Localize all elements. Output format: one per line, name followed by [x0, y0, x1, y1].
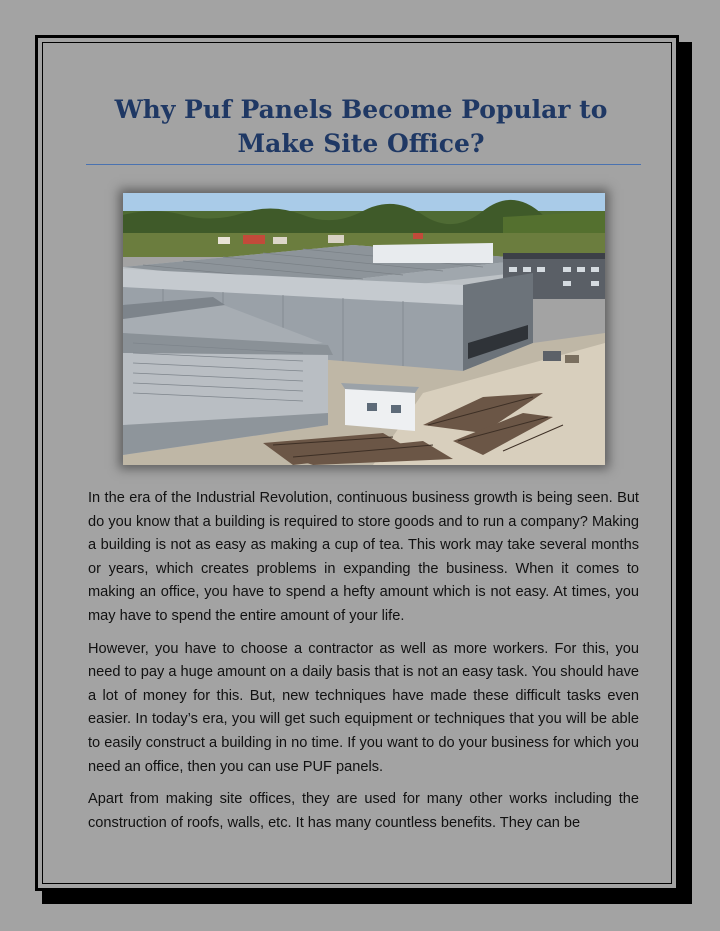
paragraph-1: In the era of the Industrial Revolution, continuous business growth is being seen. But do you know that a building is required to store goods and to run a company? Making a building is not as easy as making a cup of tea. This work may take several months or years, which creates problems in expanding the business. When it comes to making an office, you have to spend a hefty amount which is not easy. At times, you may have to spend the entire amount of your life.: [88, 490, 639, 624]
paragraph-2: However, you have to choose a contractor as well as more workers. For this, you need to pay a huge amount on a daily basis that is not an easy task. You should have a lot of money for this. But, new techniques have made these difficult tasks even easier. In today’s era, you will get such equipment or techniques that you will be able to easily construct a building in no time. If you want to do your business for which you need an office, then you can use PUF panels.: [88, 640, 639, 775]
title-underline: [86, 164, 641, 165]
title-line-2: Make Site Office?: [237, 129, 485, 158]
warehouse-photo: [123, 193, 605, 465]
paragraph-3: Apart from making site offices, they are used for many other works including the construction of roofs, walls, etc. It has many countless benefits. They can be: [88, 791, 639, 831]
page-inner-border: [42, 42, 672, 884]
page-frame: [35, 35, 679, 891]
title-line-1: Why Puf Panels Become Popular to: [114, 95, 608, 124]
page-title: [43, 93, 679, 161]
warehouse-photo-illustration: [123, 193, 605, 465]
article-body: [88, 487, 639, 844]
